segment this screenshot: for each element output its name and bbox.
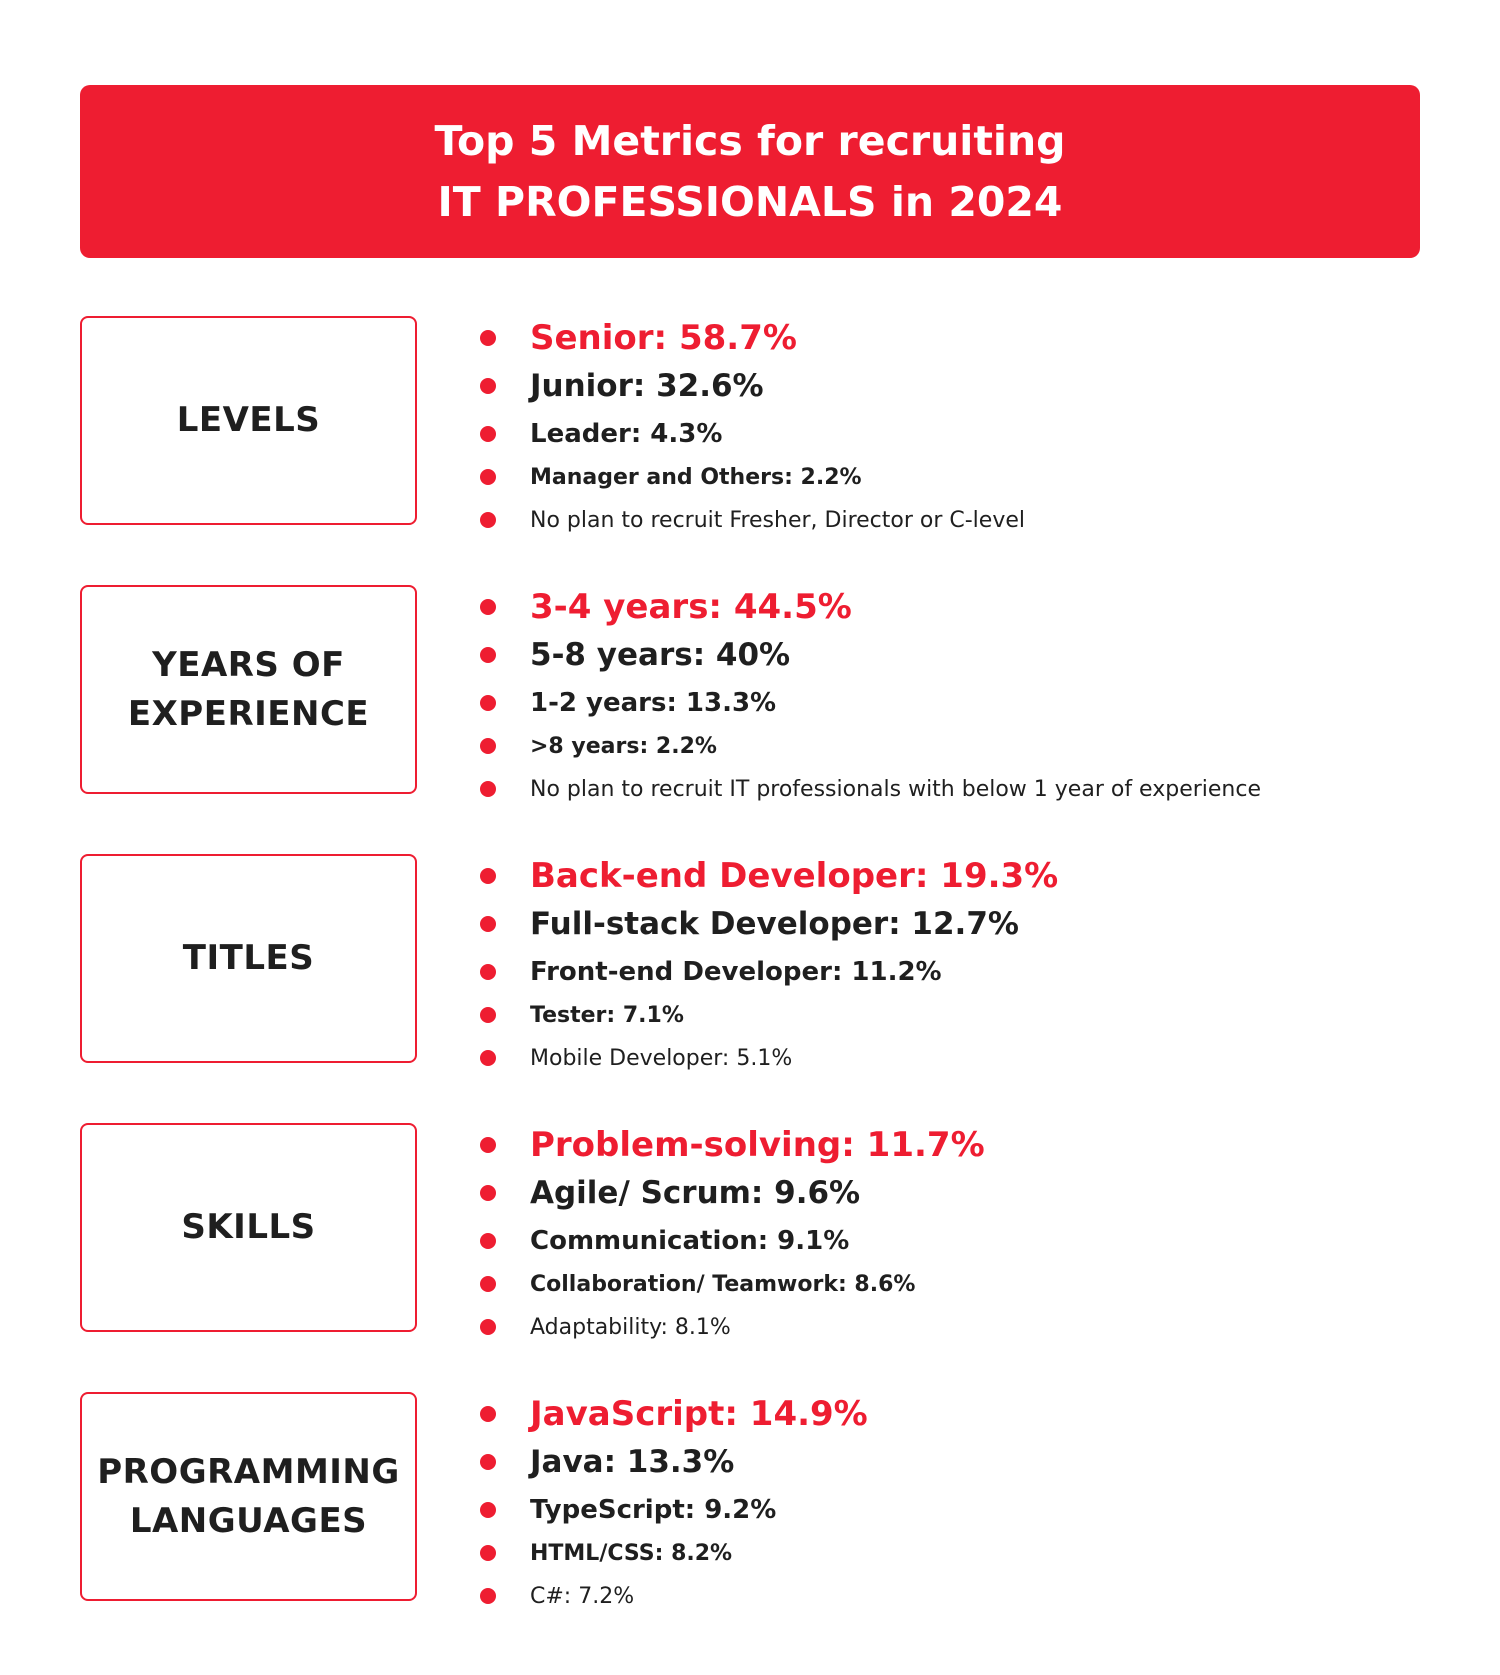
section-titles: [80, 854, 1420, 1071]
metric-list: [480, 1123, 1380, 1338]
list-item: Java: 13.3%: [480, 1440, 734, 1484]
bullet-icon: [480, 512, 496, 528]
section-label: SKILLS: [181, 1207, 316, 1247]
list-item: No plan to recruit Fresher, Director or C-level: [480, 500, 1025, 540]
bullet-icon: [480, 695, 496, 711]
list-item: 5-8 years: 40%: [480, 633, 790, 677]
list-item: Problem-solving: 11.7%: [480, 1123, 985, 1167]
bullet-icon: [480, 1276, 496, 1292]
list-item: Back-end Developer: 19.3%: [480, 854, 1058, 898]
metric-list: [480, 1392, 1380, 1607]
section-label: YEARS OF: [152, 644, 345, 685]
bullet-icon: [480, 738, 496, 754]
section-label-box: [80, 585, 417, 794]
list-item: Leader: 4.3%: [480, 412, 722, 456]
bullet-icon: [480, 1545, 496, 1561]
section-label: LANGUAGES: [129, 1500, 368, 1541]
section-label: LEVELS: [176, 400, 321, 440]
bullet-icon: [480, 1502, 496, 1518]
section-label: EXPERIENCE: [127, 693, 370, 734]
list-item: Front-end Developer: 11.2%: [480, 950, 942, 994]
list-item: >8 years: 2.2%: [480, 726, 717, 766]
metric-list: [480, 316, 1380, 531]
list-item: Senior: 58.7%: [480, 316, 797, 360]
section-label-box: [80, 854, 417, 1063]
list-item: Adaptability: 8.1%: [480, 1307, 731, 1347]
bullet-icon: [480, 1454, 496, 1470]
list-item: HTML/CSS: 8.2%: [480, 1533, 732, 1573]
title-line-1: Top 5 Metrics for recruiting: [434, 116, 1066, 165]
section-label: PROGRAMMING: [97, 1451, 400, 1492]
bullet-icon: [480, 1050, 496, 1066]
section-skills: [80, 1123, 1420, 1340]
bullet-icon: [480, 964, 496, 980]
metric-list: [480, 585, 1380, 800]
bullet-icon: [480, 1588, 496, 1604]
title-banner: [80, 85, 1420, 258]
list-item: Communication: 9.1%: [480, 1219, 849, 1263]
bullet-icon: [480, 647, 496, 663]
section-label-box: [80, 316, 417, 525]
bullet-icon: [480, 1185, 496, 1201]
list-item: C#: 7.2%: [480, 1576, 634, 1616]
bullet-icon: [480, 1007, 496, 1023]
section-label-box: [80, 1392, 417, 1601]
list-item: Full-stack Developer: 12.7%: [480, 902, 1019, 946]
list-item: Collaboration/ Teamwork: 8.6%: [480, 1264, 915, 1304]
bullet-icon: [480, 378, 496, 394]
bullet-icon: [480, 916, 496, 932]
bullet-icon: [480, 469, 496, 485]
bullet-icon: [480, 1233, 496, 1249]
bullet-icon: [480, 868, 496, 884]
bullet-icon: [480, 781, 496, 797]
section-label: TITLES: [182, 938, 315, 978]
bullet-icon: [480, 1137, 496, 1153]
list-item: Agile/ Scrum: 9.6%: [480, 1171, 860, 1215]
section-label-box: [80, 1123, 417, 1332]
list-item: 1-2 years: 13.3%: [480, 681, 776, 725]
metric-list: [480, 854, 1380, 1069]
list-item: Tester: 7.1%: [480, 995, 684, 1035]
section-programming-languages: [80, 1392, 1420, 1609]
list-item: Mobile Developer: 5.1%: [480, 1038, 792, 1078]
list-item: No plan to recruit IT professionals with below 1 year of experience: [480, 769, 1261, 809]
bullet-icon: [480, 426, 496, 442]
list-item: TypeScript: 9.2%: [480, 1488, 776, 1532]
bullet-icon: [480, 330, 496, 346]
section-levels: [80, 316, 1420, 533]
list-item: JavaScript: 14.9%: [480, 1392, 868, 1436]
section-years-of-experience: [80, 585, 1420, 802]
list-item: 3-4 years: 44.5%: [480, 585, 852, 629]
bullet-icon: [480, 1319, 496, 1335]
list-item: Junior: 32.6%: [480, 364, 764, 408]
bullet-icon: [480, 1406, 496, 1422]
list-item: Manager and Others: 2.2%: [480, 457, 862, 497]
title-line-2: IT PROFESSIONALS in 2024: [437, 177, 1063, 226]
bullet-icon: [480, 599, 496, 615]
